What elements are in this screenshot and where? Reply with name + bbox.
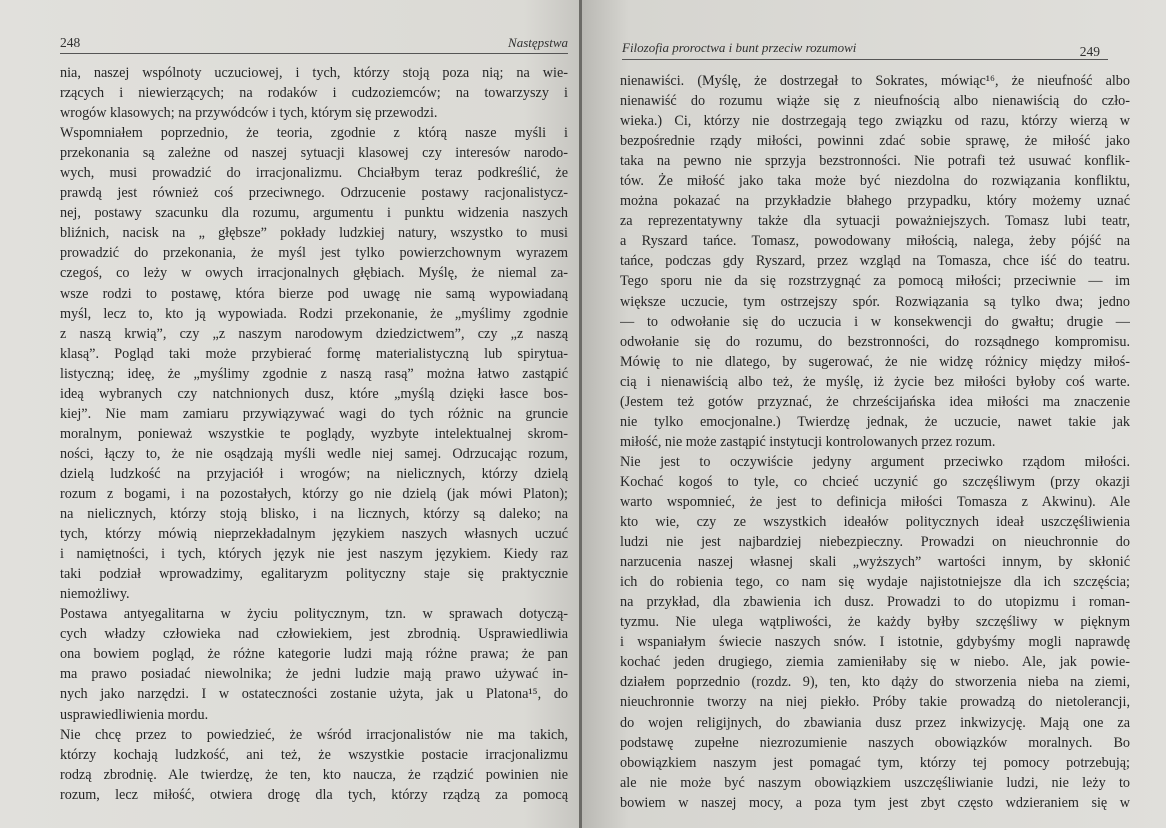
text-line: za reprezentatywny także dla sytuacji poważniejszych. Tomasz lubi teatr, [620, 213, 1130, 230]
text-line: (Jestem też gotów przyznać, że chrześcijańska idea miłości ma znaczenie [620, 393, 1130, 410]
text-line: działem poprzednio (rozdz. 9), ten, kto dąży do stworzenia nieba na ziemi, [620, 674, 1130, 691]
text-line: wrogów klasowych; na przywódców i tych, którym się przewodzi. [60, 105, 438, 122]
text-line: odwołanie się do rozumu, do bezstronności, do rozsądnego kompromisu. [620, 333, 1130, 350]
text-line: rozum, lecz miłość, otwiera drogę dla tych, którzy rządzą za pomocą [60, 786, 568, 803]
text-line: Wspomniałem poprzednio, że teoria, zgodnie z którą nasze myśli i [60, 125, 568, 142]
text-line: ich do robienia tego, co nam się wydaje najistotniejsze dla ich szczęścia; [620, 574, 1130, 591]
text-line: można pokazać na przykładzie błahego przypadku, który możemy uznać [620, 193, 1130, 210]
text-line: Tego sporu nie da się rozstrzygnąć za pomocą miłości; przeciwnie — im [620, 273, 1130, 290]
text-line: moralnym, ponieważ wszystkie te poglądy, wyzbyte intelektualnej skrom- [60, 425, 568, 442]
text-line: na nielicznych, którzy stoją blisko, i na licznych, którzy są daleko; na [60, 506, 568, 523]
text-line: podstawę zupełne niezrozumienie naszych obowiązków moralnych. Bo [620, 734, 1130, 751]
text-line: Nie jest to oczywiście jedyny argument przeciwko rządom miłości. [620, 453, 1130, 470]
text-line: tańce, podczas gdy Ryszard, przez wzgląd na Tomasza, chce iść do teatru. [620, 253, 1130, 270]
text-line: ale nie może być naszym obowiązkiem uszczęśliwianie ludzi, nie leży to [620, 774, 1130, 791]
text-line: ności, łączy to, że nie osądzają myśli wedle niej samej. Odrzucając rozum, [60, 445, 568, 462]
page-number: 248 [60, 35, 81, 50]
text-line: ma prawo posiadać niewolnika; że jedni ludzie mają prawo używać in- [60, 666, 568, 683]
text-line: rodzą zbrodnię. Ale twierdzę, że ten, kto naucza, że rządzić powinien nie [60, 766, 568, 783]
text-line: klasą”. Pogląd taki może przybierać formę materialistyczną lub spirytua- [60, 345, 568, 362]
text-line: prawdą jest również coś przeciwnego. Odrzucenie postawy racjonalistycz- [60, 185, 568, 202]
text-line: usprawiedliwienia mordu. [60, 706, 209, 723]
text-line: niemożliwy. [60, 586, 130, 603]
text-line: taki podział wprowadzimy, egalitaryzm polityczny staje się praktycznie [60, 566, 568, 583]
text-line: bliźnich, nacisk na „ głębsze” pokłady ludzkiej natury, wszystko to musi [60, 225, 568, 242]
text-line: z naszą krwią”, czy „z naszym narodowym dziedzictwem”, czy „z naszą [60, 325, 568, 342]
text-line: tów. Że miłość jako taka może być niezdolna do rozwiązania konfliktu, [620, 173, 1130, 190]
left-page [0, 0, 582, 828]
text-line: bezpośrednie rządy miłości, powinni zdać sobie sprawę, że miłość jako [620, 133, 1130, 150]
text-line: cych władzy człowieka nad człowiekiem, jest zbrodnią. Usprawiedliwia [60, 626, 568, 643]
text-line: rzących i niewierzących; na rodaków i cudzoziemców; na towarzyszy i [60, 85, 568, 102]
text-line: warto wspomnieć, że jest to definicja miłości Tomasza z Akwinu). Ale [620, 493, 1130, 510]
text-line: wieka.) Ci, którzy nie dostrzegają tego związku od razu, którzy wierzą w [620, 113, 1130, 130]
text-line: a Ryszard tańce. Tomasz, powodowany miłością, nalega, żeby pójść na [620, 233, 1130, 250]
text-line: Mówię to nie dlatego, by sugerować, że nie widzę różnicy między miłoś- [620, 353, 1130, 370]
text-line: taka na pewno nie sprzyja bezstronności. Nie potrafi też usuwać konflik- [620, 153, 1130, 170]
text-line: tych, którzy mówią nieprzekładalnym językiem naszych własnych uczuć [60, 526, 568, 543]
text-line: listyczną; ideę, że „myślimy zgodnie z naszą rasą” można łatwo zastąpić [60, 365, 568, 382]
text-line: cią i nienawiścią albo też, że myślę, iż życie bez miłości byłoby coś warte. [620, 373, 1130, 390]
text-line: i wspaniałym świecie naszych snów. I istotnie, gdybyśmy mogli naprawdę [620, 634, 1130, 651]
text-line: nych jako narzędzi. I w ostateczności zostanie użyta, jak u Platona¹⁵, do [60, 686, 568, 703]
text-line: kto wie, czy ze wszystkich ideałów politycznych ideał uszczęśliwienia [620, 514, 1130, 531]
text-line: nej, postawy szacunku dla rozumu, argumentu i punktu widzenia naszych [60, 205, 568, 222]
text-line: nienawiści. (Myślę, że dostrzegał to Sokrates, mówiąc¹⁶, że nieufność albo [620, 73, 1130, 89]
text-line: kiej”. Nie mam zamiaru przywiązywać wagi do tych różnic na gruncie [60, 405, 568, 422]
text-line: bowiem w naszej mocy, a poza tym jest zbyt często wdzieraniem się w [620, 794, 1130, 811]
text-line: Postawa antyegalitarna w życiu politycznym, tzn. w sprawach dotyczą- [60, 606, 568, 623]
text-line: i namiętności, i tych, których język nie jest naszym językiem. Kiedy raz [60, 546, 568, 563]
running-head: Następstwa [508, 35, 568, 50]
text-line: większe uczucie, tym ostrzejszy spór. Rozwiązania są tylko dwa; jedno [620, 293, 1130, 310]
body-text [60, 63, 568, 805]
header-rule [622, 59, 1108, 60]
page-number: 249 [1079, 44, 1100, 59]
text-line: obowiązkiem naszym jest pomagać tym, którzy tej pomocy potrzebują; [620, 754, 1130, 771]
text-line: którzy kochają ludzkość, ani też, że wszystkie postacie irracjonalizmu [60, 746, 568, 763]
text-line: rozum z bogami, i na pozostałych, którzy go nie dzielą (jak mówi Platon); [60, 485, 568, 502]
text-line: wych, musi prowadzić do irracjonalizmu. Chciałbym teraz podkreślić, że [60, 165, 568, 182]
text-line: ideą wybranych czy natchnionych dusz, które „myślą dzięki łasce bos- [60, 385, 568, 402]
text-line: nia, naszej wspólnoty uczuciowej, i tych, którzy stoją poza nią; na wie- [60, 65, 568, 81]
text-line: kochać jeden drugiego, ziemia zamieniłaby się w niebo. Ale, jak powie- [620, 654, 1130, 671]
text-line: ludzi nie jest najbardziej niebezpieczny. Prowadzi on nieuchronnie do [620, 534, 1130, 551]
body-text [620, 71, 1130, 813]
text-line: wsze rodzi to postawę, która bierze pod uwagę nie samą wypowiadaną [60, 285, 568, 302]
text-line: miłość, nie może zastąpić instytucji kontrolowanych przez rozum. [620, 433, 996, 450]
text-line: — to odwołanie się do uczucia i w konsekwencji do gwałtu; drugie — [620, 313, 1130, 330]
text-line: czegoś, co leży w owych irracjonalnych głębiach. Myślę, że niemal za- [60, 265, 568, 282]
text-line: Kochać kogoś to tyle, co chcieć uczynić go szczęśliwym (przy okazji [620, 473, 1130, 490]
text-line: nie tylko emocjonalne.) Twierdzę jednak, że uczucie, nawet takie jak [620, 413, 1130, 430]
text-line: do wojen religijnych, do zbawiania dusz przez inkwizycję. Mają one za [620, 714, 1130, 731]
text-line: nieuchronnie tworzy na niej piekło. Próby takie prowadzą do nietolerancji, [620, 694, 1130, 711]
text-line: prowadzić do przekonania, że myśl jest tylko powierzchownym wyrazem [60, 245, 568, 262]
text-line: narzucenia naszej własnej skali „wyższych” wartości innym, by skłonić [620, 554, 1130, 571]
header-rule [60, 53, 568, 54]
text-line: dzielą ludzkość na przyjaciół i wrogów; na nielicznych, którzy dzielą [60, 465, 568, 482]
text-line: Nie chcę przez to powiedzieć, że wśród irracjonalistów nie ma takich, [60, 726, 568, 743]
text-line: na przykład, dla zbawienia ich dusz. Prowadzi to do utopizmu i roman- [620, 594, 1130, 611]
text-line: myśl, lecz to, kto ją wypowiada. Rodzi przekonanie, że „myślimy zgodnie [60, 305, 568, 322]
right-page [582, 0, 1166, 828]
text-line: ona bowiem pogląd, że różne kategorie ludzi mają różne prawa; że pan [60, 646, 568, 663]
text-line: przekonania są zależne od naszej sytuacji klasowej czy interesów narodo- [60, 145, 568, 162]
running-head: Filozofia proroctwa i bunt przeciw rozumowi [622, 40, 857, 55]
text-line: tyzmu. Nie ulega wątpliwości, że każdy byłby szczęśliwy w pięknym [620, 614, 1130, 631]
text-line: nienawiść do rozumu wiąże się z nieufnością albo nienawiścią do czło- [620, 93, 1130, 110]
